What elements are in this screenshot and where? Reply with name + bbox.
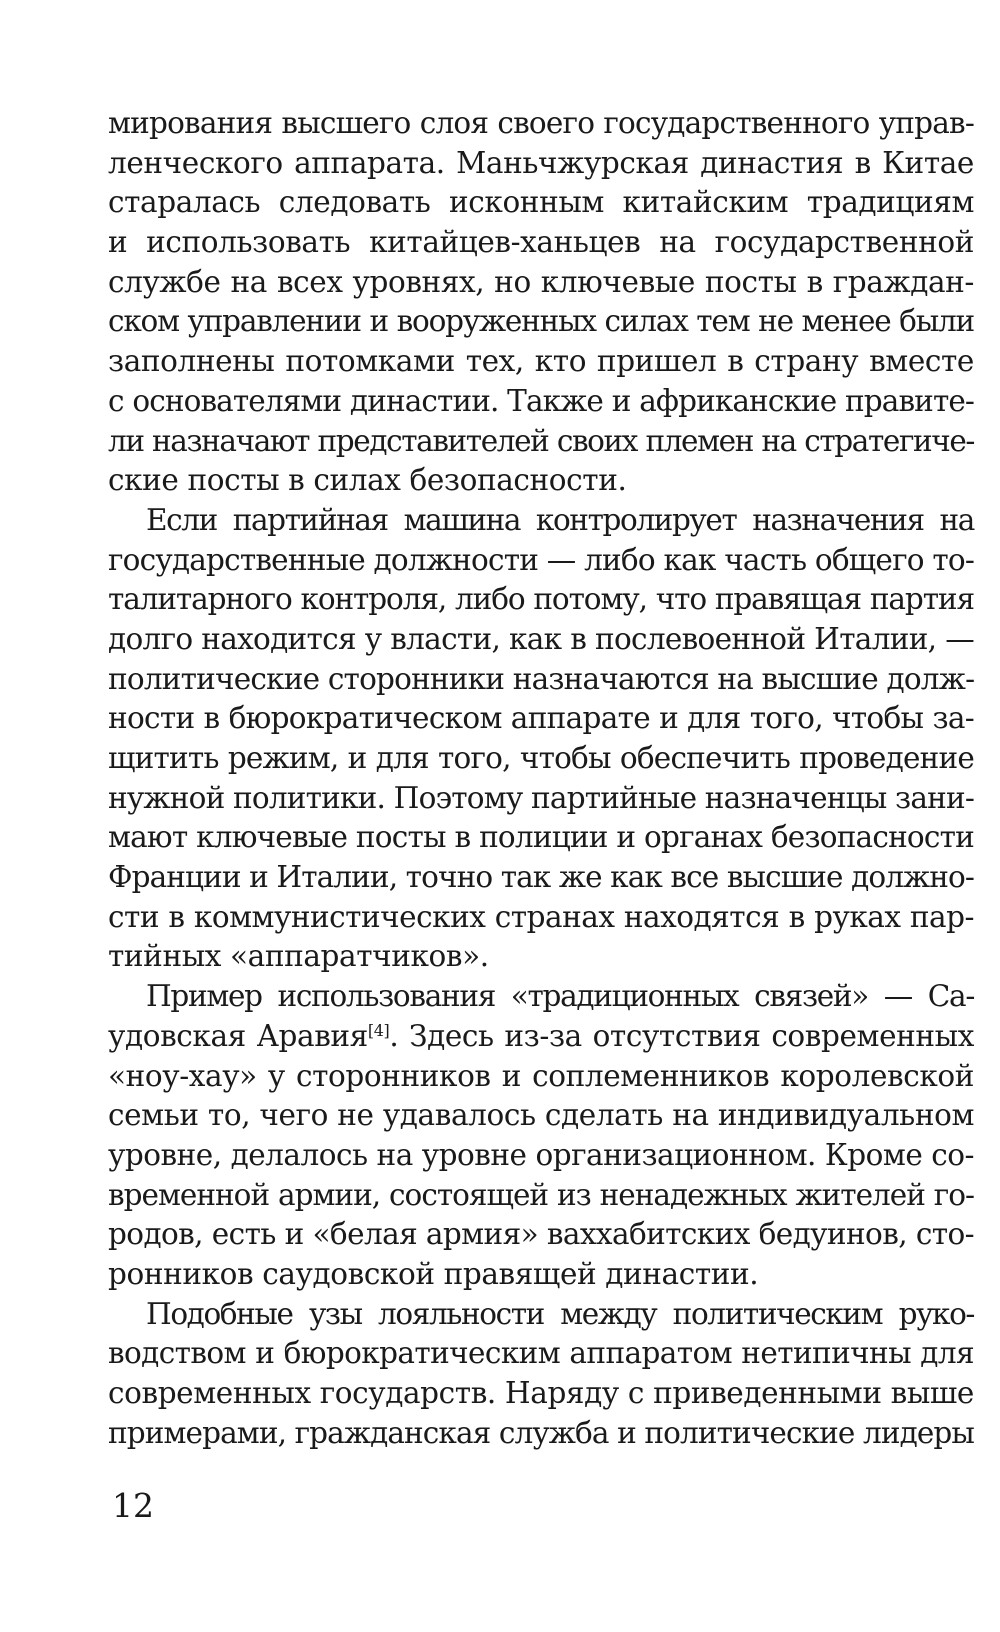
paragraph-2 — [108, 501, 974, 977]
text-line: мирования высшего слоя своего государственного управ- — [108, 106, 974, 140]
text-line: старалась следовать исконным китайским традициям — [108, 185, 974, 220]
text-line: примерами, гражданская служба и политические лидеры — [108, 1415, 974, 1450]
text-line: сти в коммунистических странах находятся в руках пар- — [108, 899, 974, 934]
text-line: Пример использования «традиционных связей» — Са- — [146, 979, 974, 1014]
text-line: Франции и Италии, точно так же как все высшие должно- — [108, 860, 974, 895]
text-line: службе на всех уровнях, но ключевые посты в граждан- — [108, 264, 974, 299]
text-line: Подобные узы лояльности между политическим руко- — [146, 1296, 974, 1331]
text-line: и использовать китайцев-ханьцев на государственной — [108, 225, 974, 260]
text-line: политические сторонники назначаются на высшие долж- — [108, 661, 975, 696]
text-line: государственные должности — либо как часть общего то- — [108, 542, 974, 577]
paragraph-3 — [108, 977, 974, 1295]
text-line — [108, 1017, 974, 1057]
text-line: талитарного контроля, либо потому, что правящая партия — [108, 582, 974, 617]
text-line: ности в бюрократическом аппарате и для того, чтобы за- — [108, 701, 974, 736]
text-line: заполнены потомками тех, кто пришел в страну вместе — [108, 344, 974, 379]
page-number: 12 — [112, 1486, 154, 1525]
body-text — [108, 104, 974, 1453]
text-line: мают ключевые посты в полиции и органах безопасности — [108, 820, 974, 855]
text-line: тийных «аппаратчиков». — [108, 939, 489, 974]
text-line: долго находится у власти, как в послевоенной Италии, — — [108, 621, 974, 656]
footnote-reference[interactable]: [4] — [367, 1020, 390, 1040]
text-line: временной армии, состоящей из ненадежных жителей го- — [108, 1177, 974, 1212]
text-line: родов, есть и «белая армия» ваххабитских бедуинов, сто- — [108, 1217, 974, 1252]
text-fragment: . Здесь из-за отсутствия современных — [389, 1018, 974, 1053]
text-line: уровне, делалось на уровне организационном. Кроме со- — [108, 1137, 974, 1172]
text-line: щитить режим, и для того, чтобы обеспечить проведение — [108, 741, 974, 775]
paragraph-4 — [108, 1295, 974, 1454]
text-line: нужной политики. Поэтому партийные назначенцы зани- — [108, 780, 975, 815]
text-line: современных государств. Наряду с приведенными выше — [108, 1376, 974, 1410]
text-line: ронников саудовской правящей династии. — [108, 1256, 759, 1291]
text-line: Если партийная машина контролирует назначения на — [146, 502, 974, 537]
text-line: семьи то, чего не удавалось сделать на индивидуальном — [108, 1098, 974, 1133]
paragraph-1 — [108, 104, 974, 501]
text-line: «ноу-хау» у сторонников и соплеменников королевской — [108, 1058, 974, 1093]
text-line: с основателями династии. Также и африканские правите- — [108, 383, 974, 418]
text-line: ском управлении и вооруженных силах тем не менее были — [108, 304, 974, 339]
text-line: ские посты в силах безопасности. — [108, 463, 627, 498]
text-line: водством и бюрократическим аппаратом нетипичны для — [108, 1336, 974, 1371]
text-fragment: удовская Аравия — [108, 1018, 368, 1053]
text-line: ленческого аппарата. Маньчжурская династия в Китае — [108, 145, 974, 180]
text-line: ли назначают представителей своих племен на стратегиче- — [108, 423, 974, 458]
